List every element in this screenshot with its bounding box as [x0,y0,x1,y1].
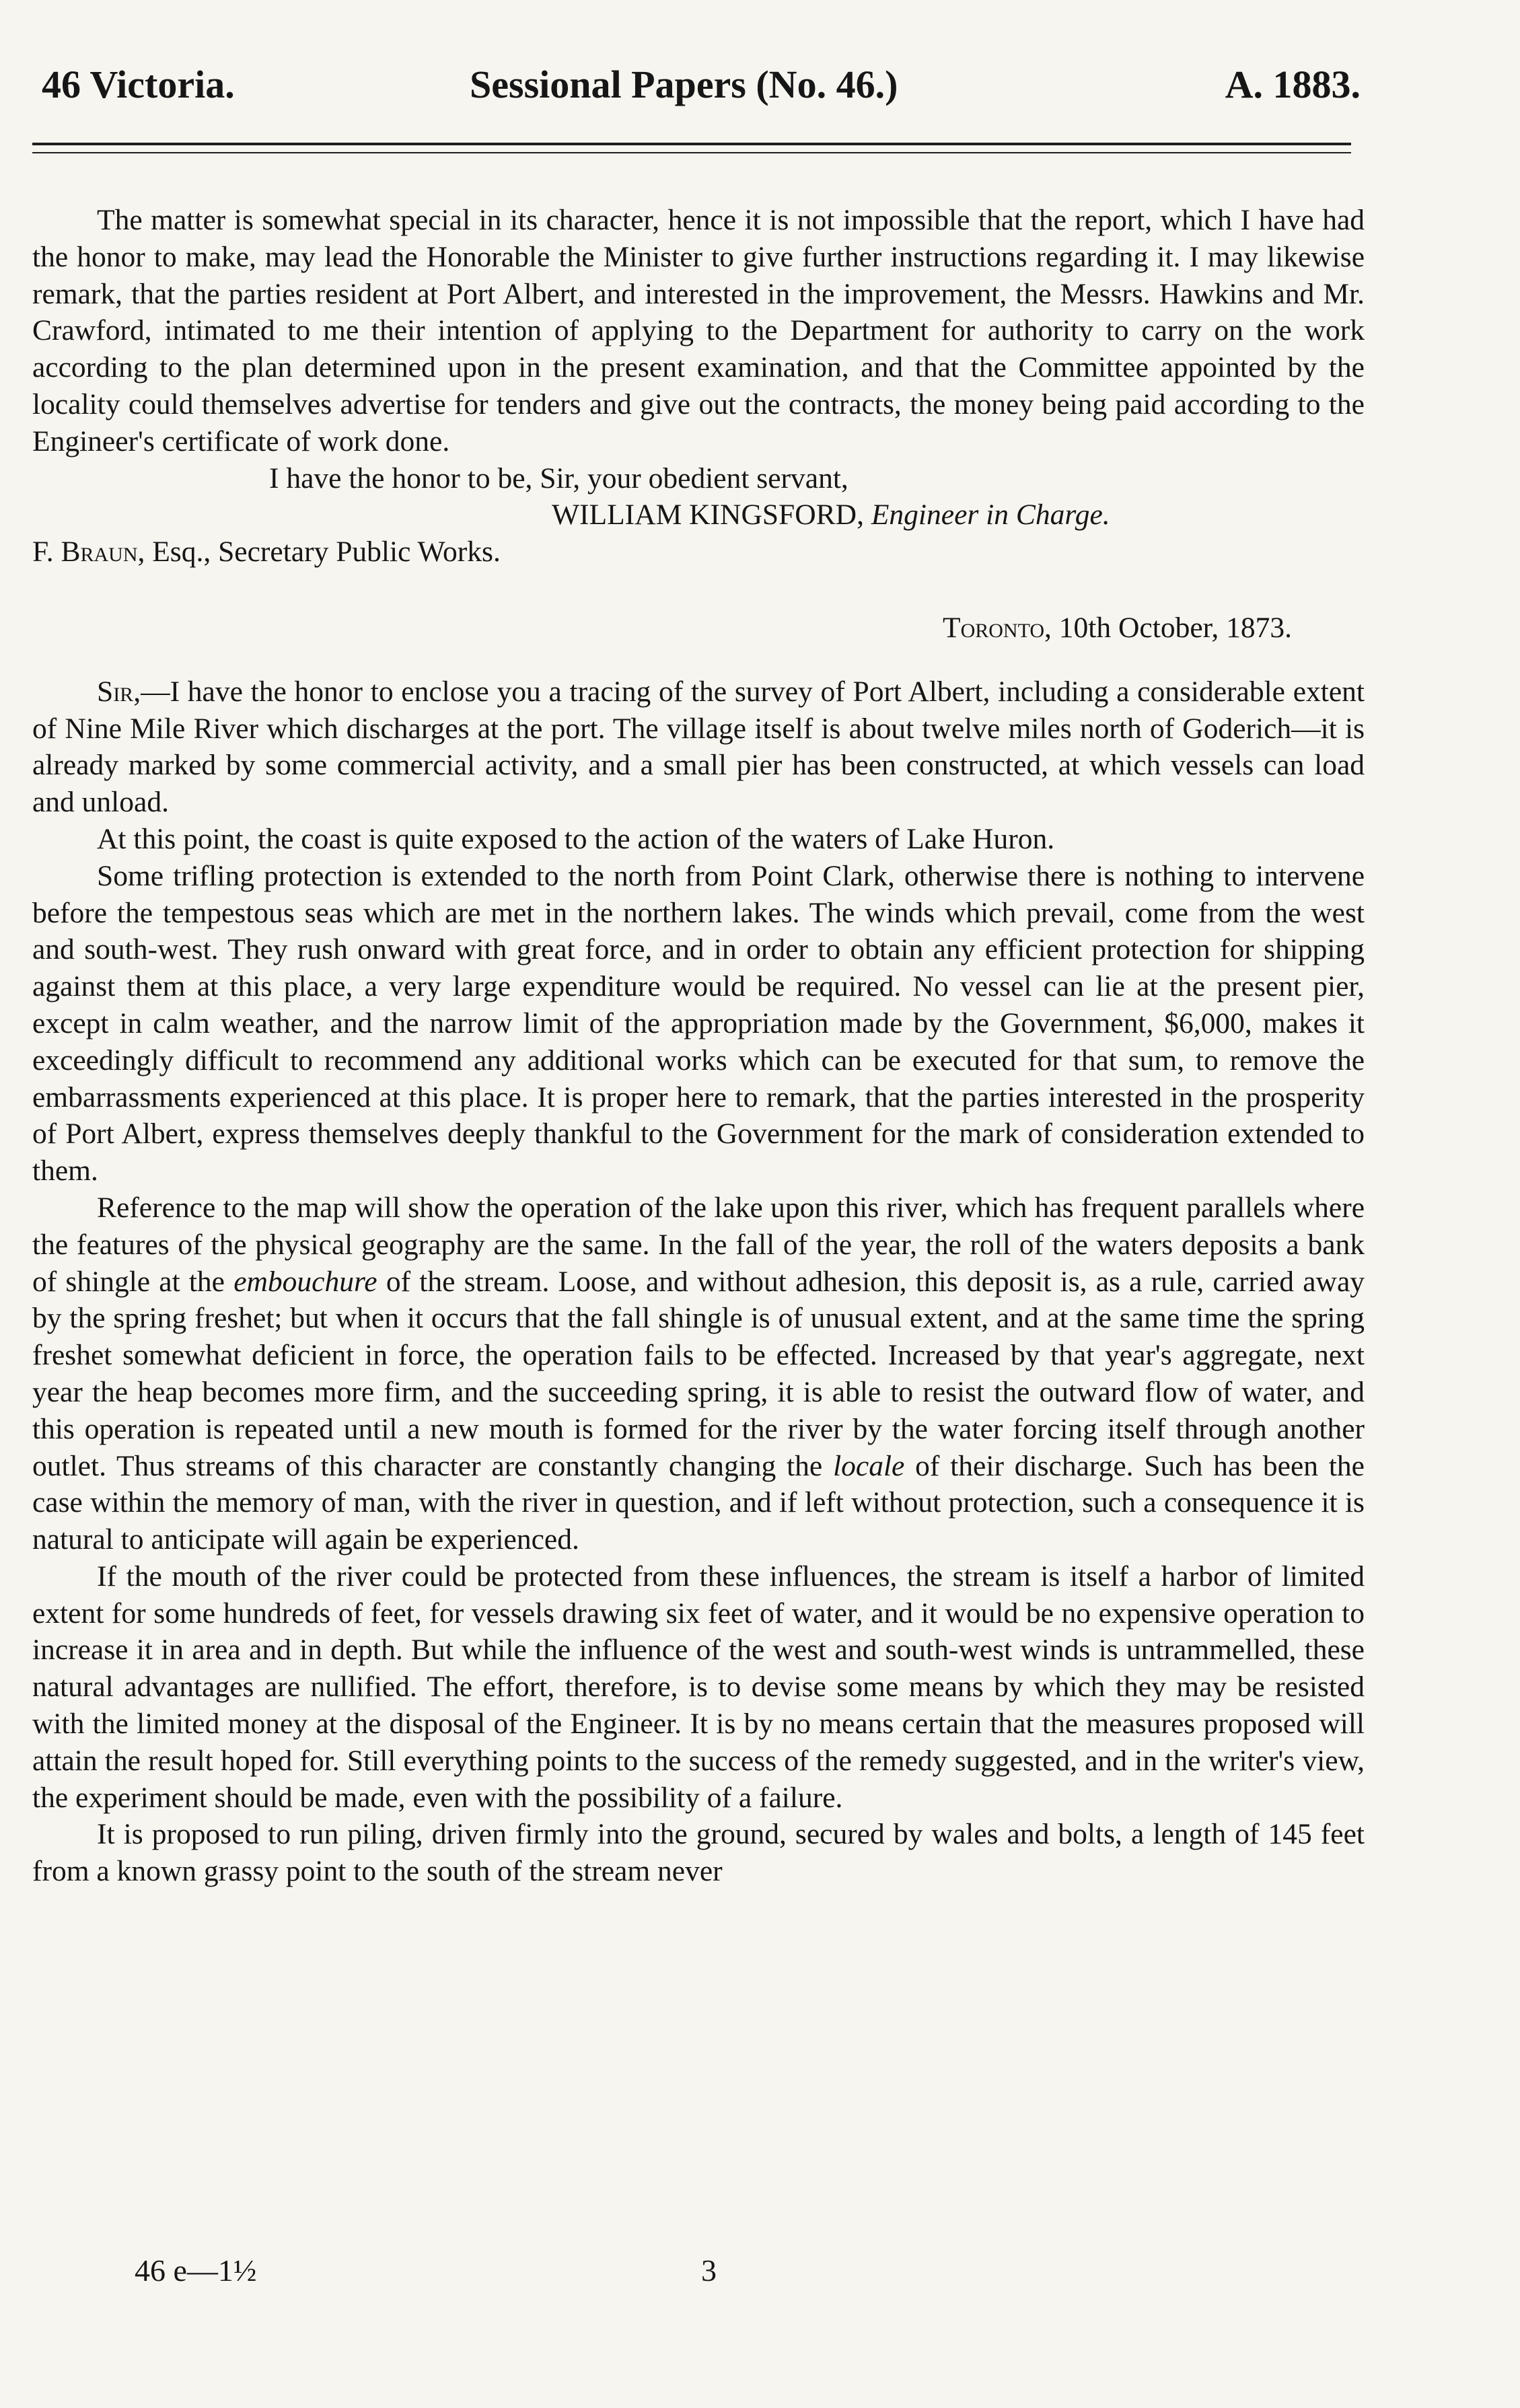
addressee-name: F. Braun, [32,536,145,569]
signature-title: Engineer in Charge. [871,499,1110,532]
paragraph-protection: Some trifling protection is extended to the north from Point Clark, otherwise there is nothing to intervene before the tempestous seas which are met in the northern lakes. The winds which prevail, come from the west and south-west. They rush onward with great force, and in order to obtain any efficient protection for shipping against them at this place, a very large expenditure would be required. No vessel can lie at the present pier, except in calm weather, and the narrow limit of the appropriation made by the Government, $6,000, makes it exceedingly difficult to recommend any additional works which can be executed for that sum, to remove the embarrassments experienced at this place. It is proper here to remark, that the parties interested in the prosperity of Port Albert, express themselves deeply thankful to the Government for the mark of consideration extended to them. [32,859,1365,1188]
page-number: 3 [701,2253,717,2288]
paragraph-salutation [32,673,1365,821]
p5-part-b: of the stream. Loose, and without adhesion, this deposit is, as a rule, carried away by the spring freshet; but when it occurs that the fall shingle is of unusual extent, and at the same time the spring freshet somewhat deficient in force, the operation fails to be effected. Increased by that year's aggregate, next year the heap becomes more firm, and the succeeding spring, it is able to resist the outward flow of water, and this operation is repeated until a new mouth is formed for the river by the water forcing itself through another outlet. Thus streams of this character are constantly changing the [32,1265,1365,1482]
p5-italic-locale: locale [833,1449,905,1482]
header-rule-thick [32,143,1351,145]
salutation: Sir, [97,675,141,708]
signature-name: WILLIAM KINGSFORD, [552,499,864,532]
letter-signature [32,497,1365,534]
p5-part-c: of their discharge. Such has been the case within the memory of man, with the river in question, and if left without protection, such a consequence it is natural to anticipate will again be experienced. [32,1449,1365,1556]
header-volume: 46 Victoria. [42,63,235,106]
dateline-place: Toronto, [943,611,1052,644]
paragraph-coast: At this point, the coast is quite exposed to the action of the waters of Lake Huron. [97,822,1055,855]
paragraph-harbor: If the mouth of the river could be protected from these influences, the stream is itself a harbor of limited extent for some hundreds of feet, for vessels drawing six feet of water, and it would be no expensive operation to increase it in area and in depth. But while the influence of the west and south-west winds is untrammelled, these natural advantages are nullified. The effort, therefore, is to devise some means by which they may be resisted with the limited money at the disposal of the Engineer. It is by no means certain that the measures proposed will attain the result hoped for. Still everything points to the success of the remedy suggested, and in the writer's view, the experiment should be made, even with the possibility of a failure. [32,1560,1365,1814]
p5-italic-embouchure: embouchure [233,1265,377,1298]
running-header [42,62,1361,122]
paragraph-piling: It is proposed to run piling, driven firmly into the ground, secured by wales and bolts, a length of 145 feet from a known grassy point to the south of the stream never [32,1818,1365,1888]
p5-part-a: Reference to the map will show the operation of the lake upon this river, which has frequent parallels where the features of the physical geography are the same. In the fall of the year, the roll of the waters deposits a bank of shingle at the [32,1191,1365,1298]
letter-dateline [32,610,1365,647]
letter-addressee [32,534,1365,571]
salutation-body: —I have the honor to enclose you a tracing of the survey of Port Albert, including a considerable extent of Nine Mile River which discharges at the port. The village itself is about twelve miles north of Goderich—it is already marked by some commercial activity, and a small pier has been constructed, at which vessels can load and unload. [32,675,1365,819]
signature-mark: 46 e—1½ [135,2253,257,2288]
addressee-title: Esq., Secretary Public Works. [152,536,501,569]
header-rule-thin [32,152,1351,153]
header-series: Sessional Papers (No. 46.) [470,63,898,106]
header-year: A. 1883. [1225,63,1361,106]
paragraph-report-note: The matter is somewhat special in its character, hence it is not impossible that the report, which I have had the honor to make, may lead the Honorable the Minister to give further instructions regarding it. I may likewise remark, that the parties resident at Port Albert, and interested in the improvement, the Messrs. Hawkins and Mr. Crawford, intimated to me their intention of applying to the Department for authority to carry on the work according to the plan determined upon in the present examination, and that the Committee appointed by the locality could themselves advertise for tenders and give out the contracts, the money being paid according to the Engineer's certificate of work done. [32,204,1365,458]
page-body [32,202,1365,1890]
paragraph-map-reference [32,1190,1365,1558]
page-footer [135,2253,807,2293]
letter-closing: I have the honor to be, Sir, your obedient servant, [269,462,848,495]
dateline-date: 10th October, 1873. [1058,611,1292,644]
